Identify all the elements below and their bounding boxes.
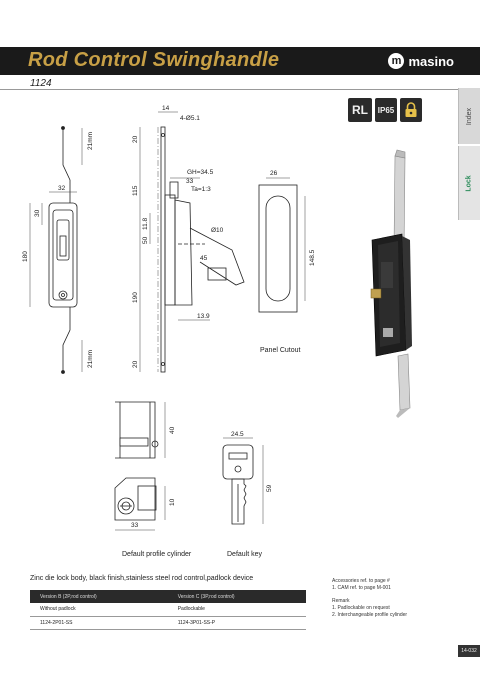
table-cell: Without padlock <box>30 603 168 616</box>
table-cell: 1124-3P01-SS-P <box>168 616 306 629</box>
badge-rl: RL <box>348 98 372 122</box>
dim-180: 180 <box>22 251 29 262</box>
dim-21mm-top: 21mm <box>87 131 94 150</box>
dim-ta: Ta=1:3 <box>191 186 211 193</box>
table-header: Version C (3P,rod control) <box>168 590 306 603</box>
caption-panel-cutout: Panel Cutout <box>260 347 301 354</box>
dim-40: 40 <box>169 426 176 434</box>
dim-20-bottom: 20 <box>132 360 139 368</box>
dim-50: 50 <box>142 236 149 244</box>
dim-14: 14 <box>162 105 170 112</box>
dim-30: 30 <box>34 209 41 217</box>
table-header: Version B (2P,rod control) <box>30 590 168 603</box>
spec-table <box>30 590 306 630</box>
product-description: Zinc die lock body, black finish,stainless steel rod control,padlock device <box>30 575 254 582</box>
key-drawing <box>223 445 253 524</box>
panel-cutout-dims <box>266 178 305 301</box>
page-number: 14-032 <box>458 645 480 657</box>
front-view-dims <box>30 128 82 372</box>
dim-190: 190 <box>132 292 139 303</box>
brand-mark-icon: m <box>388 53 404 69</box>
front-view <box>49 127 77 374</box>
badge-ip65: IP65 <box>375 98 397 122</box>
table-cell: Padlockable <box>168 603 306 616</box>
dim-24-5: 24.5 <box>231 431 244 438</box>
dim-10-dia: Ø10 <box>211 227 224 234</box>
tab-lock-label: Lock <box>466 174 473 192</box>
dim-4x5-1: 4-Ø5.1 <box>180 115 200 122</box>
caption-profile-cylinder: Default profile cylinder <box>122 551 192 558</box>
dim-13-9: 13.9 <box>197 313 210 320</box>
dim-148-5: 148.5 <box>309 249 316 266</box>
key-dims <box>223 438 263 524</box>
dim-32: 32 <box>58 185 66 192</box>
remark-item: 1. Padlockable on request <box>332 604 390 611</box>
accessories-title: Accessories ref. to page # <box>332 578 390 584</box>
table-cell: 1124-2P01-SS <box>30 616 168 629</box>
profile-cylinder-drawing <box>115 402 158 520</box>
accessories-item: 1. CAM ref. to page M-001 <box>332 585 391 592</box>
product-illustration <box>371 150 412 418</box>
caption-default-key: Default key <box>227 551 263 558</box>
table-row <box>30 603 306 616</box>
dim-21mm-bottom: 21mm <box>87 349 94 368</box>
dim-11-8: 11.8 <box>142 217 149 230</box>
dim-26: 26 <box>270 170 278 177</box>
tab-index-label: Index <box>466 107 473 125</box>
dim-gh: GH=34.5 <box>187 169 214 176</box>
dim-45: 45 <box>200 255 208 262</box>
dim-115: 115 <box>132 185 139 196</box>
dim-59: 59 <box>266 484 273 492</box>
remark-item: 2. Interchangeable profile cylinder <box>332 612 408 619</box>
dim-33-top: 33 <box>186 178 194 185</box>
remark-title: Remark <box>332 597 350 604</box>
panel-cutout <box>259 185 297 312</box>
brand-name: masino <box>408 53 454 69</box>
dim-20-top: 20 <box>132 135 139 143</box>
table-row <box>30 616 306 629</box>
page-title: Rod Control Swinghandle <box>28 49 280 71</box>
model-number: 1124 <box>30 78 52 89</box>
side-view <box>158 127 244 372</box>
profile-cylinder-dims <box>115 402 165 530</box>
notes <box>332 578 462 619</box>
dim-33-bottom: 33 <box>131 522 139 529</box>
dim-10: 10 <box>169 498 176 506</box>
